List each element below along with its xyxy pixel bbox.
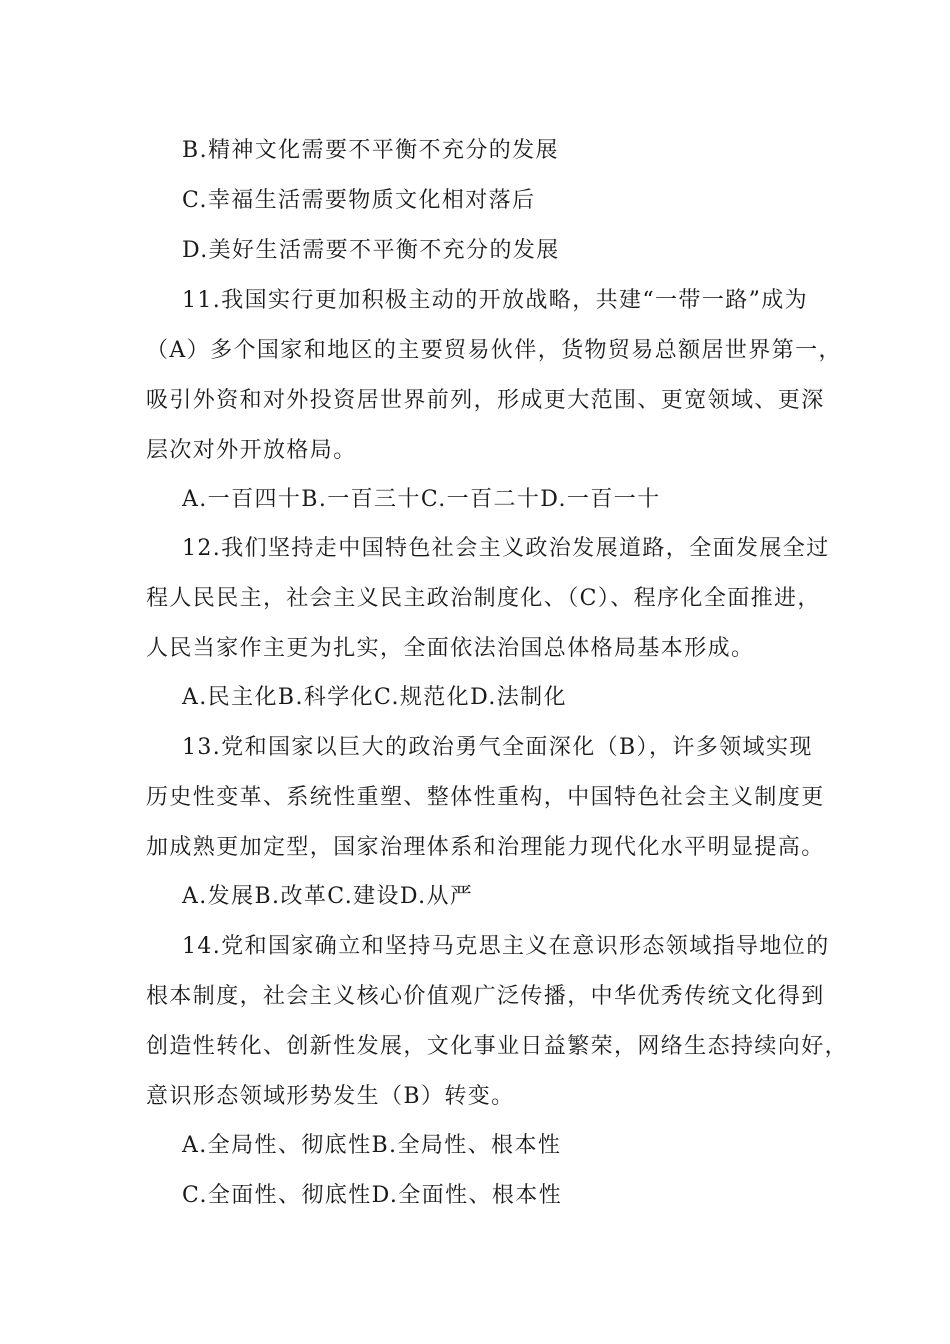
options-14-line-2: C.全面性、彻底性D.全面性、根本性 bbox=[182, 1183, 563, 1208]
options-11: A.一百四十B.一百三十C.一百二十D.一百一十 bbox=[182, 487, 661, 512]
question-11-line-3: 吸引外资和对外投资居世界前列，形成更大范围、更宽领域、更深 bbox=[146, 388, 825, 413]
options-12: A.民主化B.科学化C.规范化D.法制化 bbox=[182, 685, 567, 710]
question-13-line-3: 加成熟更加定型，国家治理体系和治理能力现代化水平明显提高。 bbox=[146, 835, 825, 860]
option-line-10b: B.精神文化需要不平衡不充分的发展 bbox=[182, 138, 559, 163]
question-14-line-4: 意识形态领域形势发生（B）转变。 bbox=[146, 1084, 515, 1109]
question-13-line-1: 13.党和国家以巨大的政治勇气全面深化（B），许多领域实现 bbox=[182, 735, 813, 760]
question-12-line-1: 12.我们坚持走中国特色社会主义政治发展道路，全面发展全过 bbox=[182, 536, 830, 561]
question-12-line-3: 人民当家作主更为扎实，全面依法治国总体格局基本形成。 bbox=[146, 636, 755, 661]
question-11-line-1: 11.我国实行更加积极主动的开放战略，共建“一带一路”成为 bbox=[182, 288, 809, 313]
question-11-line-2: （A）多个国家和地区的主要贸易伙伴，货物贸易总额居世界第一， bbox=[146, 338, 842, 363]
options-13: A.发展B.改革C.建设D.从严 bbox=[182, 884, 474, 909]
question-14-line-1: 14.党和国家确立和坚持马克思主义在意识形态领域指导地位的 bbox=[182, 934, 830, 959]
option-line-10d: D.美好生活需要不平衡不充分的发展 bbox=[182, 238, 560, 263]
question-13-line-2: 历史性变革、系统性重塑、整体性重构，中国特色社会主义制度更 bbox=[146, 785, 825, 810]
question-12-line-2: 程人民民主，社会主义民主政治制度化、（C）、程序化全面推进， bbox=[146, 586, 821, 611]
question-11-line-4: 层次对外开放格局。 bbox=[146, 438, 357, 463]
option-line-10c: C.幸福生活需要物质文化相对落后 bbox=[182, 188, 536, 213]
question-14-line-3: 创造性转化、创新性发展，文化事业日益繁荣，网络生态持续向好， bbox=[146, 1034, 849, 1059]
question-14-line-2: 根本制度，社会主义核心价值观广泛传播，中华优秀传统文化得到 bbox=[146, 984, 825, 1009]
options-14-line-1: A.全局性、彻底性B.全局性、根本性 bbox=[182, 1133, 562, 1158]
